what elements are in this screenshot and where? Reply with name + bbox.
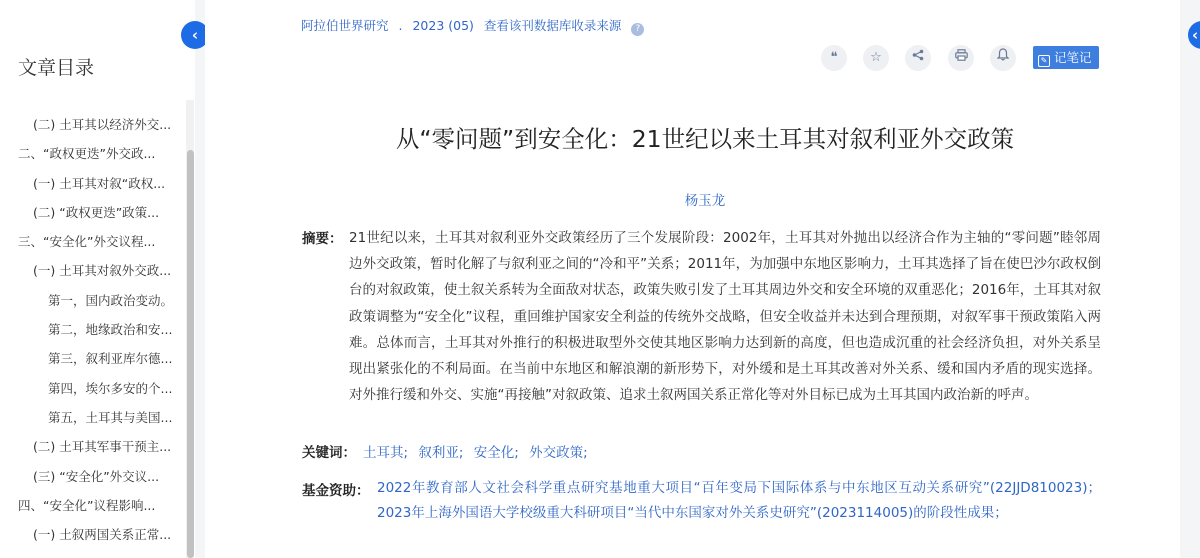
fund-label: 基金资助： (302, 483, 370, 499)
keyword-link[interactable]: 叙利亚; (418, 445, 464, 461)
issue-link[interactable]: 2023 (05) (412, 18, 474, 33)
author-link[interactable]: 杨玉龙 (684, 193, 726, 209)
print-icon (955, 50, 968, 65)
chevron-left-icon: ‹ (191, 26, 199, 44)
db-source-link[interactable]: 查看该刊数据库收录来源 (483, 18, 622, 33)
toc-item[interactable]: 第五，土耳其与美国... (48, 409, 173, 425)
star-icon: ☆ (870, 50, 882, 65)
source-separator: . (398, 18, 403, 33)
source-line (301, 16, 644, 36)
quote-icon: ❝ (830, 50, 838, 65)
notify-button[interactable] (990, 45, 1016, 71)
journal-link[interactable]: 阿拉伯世界研究 (301, 18, 389, 33)
favorite-button[interactable] (863, 45, 889, 71)
toc-item[interactable]: 第四，埃尔多安的个... (48, 380, 173, 396)
share-button[interactable] (905, 45, 931, 71)
help-icon[interactable]: ? (631, 23, 644, 36)
toc-item[interactable]: 第一，国内政治变动。 (48, 292, 174, 308)
toc-title: 文章目录 (18, 57, 95, 79)
keyword-link[interactable]: 外交政策; (529, 445, 588, 461)
toc-item[interactable]: 四、“安全化”议程影响... (18, 497, 156, 513)
abstract-label: 摘要： (302, 231, 343, 247)
keywords-list (363, 441, 594, 461)
toc-item[interactable]: (一) 土耳其对叙“政权... (33, 175, 166, 191)
toc-scrollbar-thumb[interactable] (187, 150, 194, 558)
print-button[interactable] (948, 45, 974, 71)
expand-right-panel-button[interactable] (1188, 21, 1200, 49)
toc-item[interactable]: 三、“安全化”外交议程... (18, 234, 156, 250)
toc-item[interactable]: (二) “政权更迭”政策... (33, 204, 160, 220)
take-note-button[interactable] (1033, 46, 1099, 69)
toc-item[interactable]: (三) “安全化”外交议... (33, 468, 160, 484)
abstract-text: 21世纪以来，土耳其对叙利亚外交政策经历了三个发展阶段：2002年，土耳其对外抛出以经济合作为主轴的“零问题”睦邻周边外交政策，暂时化解了与叙利亚之间的“冷和平”关系；2011年，为加强中东地区影响力，土耳其选择了旨在使巴沙尔政权倒台的对叙政策，使土叙关系转为全面敌对状态，政策失败引发了土耳其周边外交和安全环境的双重恶化；2016年，土耳其对叙政策调整为“安全化”议程，重回维护国家安全利益的传统外交战略，但安全收益并未达到合理预期，对叙军事干预政策陷入两难。总体而言，土耳其对外推行的积极进取型外交使其地区影响力达到新的高度，但也造成沉重的社会经济负担，对外关系呈现出紧张化的不利局面。在当前中东地区和解浪潮的新形势下，对外缓和是土耳其改善对外关系、缓和国内矛盾的现实选择。对外推行缓和外交、实施“再接触”对叙政策、追求土叙两国关系正常化等对外目标已成为土耳其国内政治新的呼声。 (349, 230, 1101, 404)
toc-sidebar (0, 0, 195, 558)
chevron-left-icon: ‹ (1192, 26, 1199, 44)
toc-list (0, 110, 182, 549)
keyword-link[interactable]: 土耳其; (363, 445, 409, 461)
toc-item[interactable]: (二) 土耳其军事干预主... (33, 439, 172, 455)
article-title: 从“零问题”到安全化：21世纪以来土耳其对叙利亚外交政策 (395, 125, 1015, 153)
keyword-link[interactable]: 安全化; (473, 445, 519, 461)
fund-text[interactable]: 2022年教育部人文社会科学重点研究基地重大项目“百年变局下国际体系与中东地区互动关系研究”(22JJD810023)； 2023年上海外国语大学校级重大科研项目“当代中东国家对外关系史研究”(2023114005)的阶段性成果； (377, 480, 1101, 521)
article-panel (205, 0, 1180, 558)
share-icon (912, 50, 924, 65)
pen-icon: ✎ (1038, 55, 1050, 67)
note-label: 记笔记 (1054, 50, 1092, 65)
toc-item[interactable]: (一) 土叙两国关系正常... (33, 527, 172, 543)
toc-item[interactable]: 第三，叙利亚库尔德... (48, 351, 173, 367)
cite-button[interactable] (821, 45, 847, 71)
toc-item[interactable]: (二) 土耳其以经济外交... (33, 117, 172, 132)
toc-item[interactable]: (一) 土耳其对叙外交政... (33, 263, 172, 279)
toc-item[interactable]: 二、“政权更迭”外交政... (18, 146, 156, 162)
bell-icon (997, 50, 1009, 65)
keywords-label: 关键词： (302, 445, 356, 461)
toc-item[interactable]: 第二，地缘政治和安... (48, 322, 173, 338)
